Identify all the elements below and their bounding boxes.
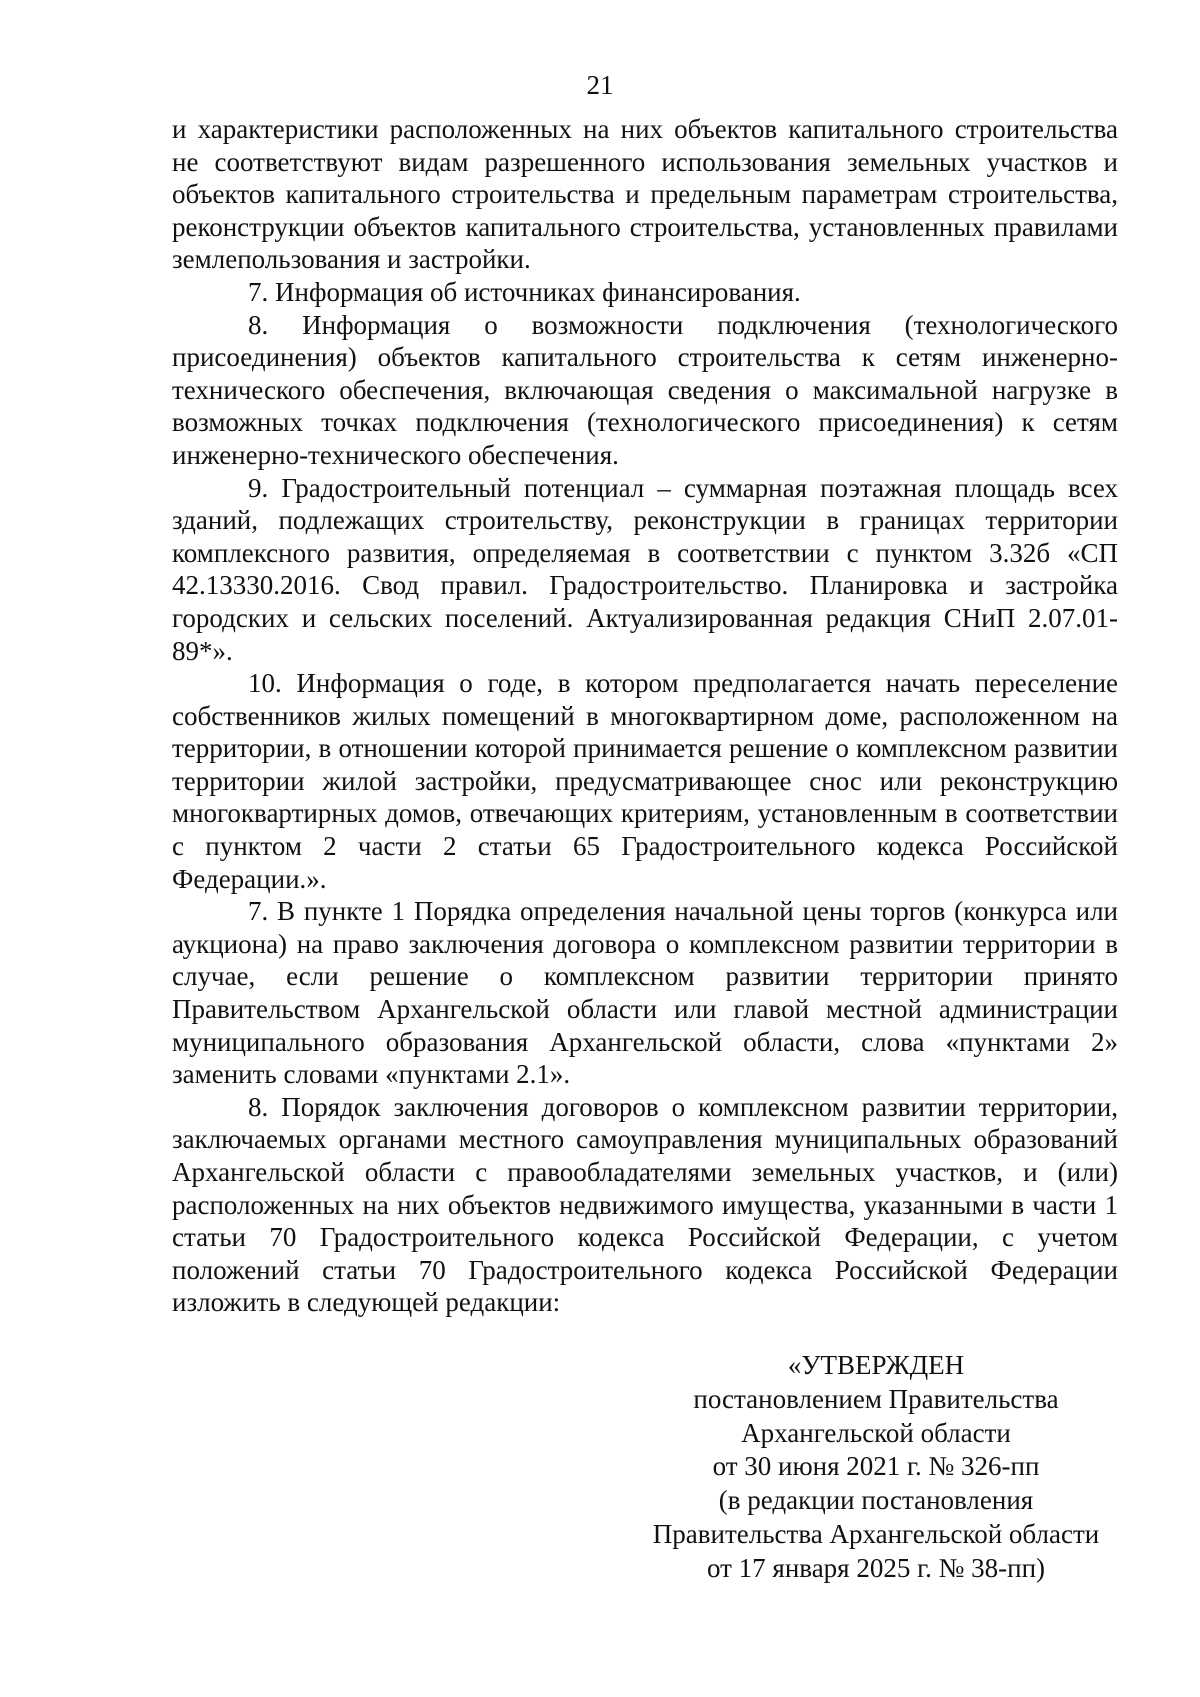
approval-block [636,1349,1116,1586]
paragraph-item-9-potential: 9. Градостроительный потенциал – суммарная поэтажная площадь всех зданий, подлежащих строительству, реконструкции в границах территории комплексного развития, определяемая в соответствии с пунктом 3.32б «СП 42.13330.2016. Свод правил. Градостроительство. Планировка и застройка городских и сельских поселений. Актуализированная редакция СНиП 2.07.01-89*». [172,472,1118,666]
approval-line: от 30 июня 2021 г. № 326-пп [712,1451,1040,1482]
approval-line: от 17 января 2025 г. № 38-пп) [706,1552,1046,1583]
paragraph-continuation: и характеристики расположенных на них объектов капитального строительства не соответствуют видам разрешенного использования земельных участков и объектов капитального строительства и предельным параметрам строительства, реконструкции объектов капитального строительства, установленных правилами землепользования и застройки. [172,114,1118,275]
paragraph-amendment-8: 8. Порядок заключения договоров о комплексном развитии территории, заключаемых органами местного самоуправления муниципальных образований Архангельской области с правообладателями земельных участков, и (или) расположенных на них объектов недвижимого имущества, указанными в части 1 статьи 70 Градостроительного кодекса Российской Федерации, с учетом положений статьи 70 Градостроительного кодекса Российской Федерации изложить в следующей редакции: [172,1091,1118,1318]
approval-line: Архангельской области [741,1417,1011,1448]
document-body [172,113,1118,1319]
approval-line: постановлением Правительства [693,1383,1059,1414]
page-number: 21 [586,70,614,100]
paragraph-item-8-connection: 8. Информация о возможности подключения (технологического присоединения) объектов капитального строительства к сетям инженерно-технического обеспечения, включающая сведения о максимальной нагрузке в возможных точках подключения (технологического присоединения) к сетям инженерно-технического обеспечения. [172,309,1118,470]
approval-line: «УТВЕРЖДЕН [787,1350,965,1380]
paragraph-amendment-7: 7. В пункте 1 Порядка определения начальной цены торгов (конкурса или аукциона) на право заключения договора о комплексном развитии территории в случае, если решение о комплексном развитии территории принято Правительством Архангельской области или главой местной администрации муниципального образования Архангельской области, слова «пунктами 2» заменить словами «пунктами 2.1». [172,896,1118,1090]
paragraph-item-10-resettlement: 10. Информация о годе, в котором предполагается начать переселение собственников жилых помещений в многоквартирном доме, расположенном на территории, в отношении которой принимается решение о комплексном развитии территории жилой застройки, предусматривающее снос или реконструкцию многоквартирных домов, отвечающих критериям, установленным в соответствии с пунктом 2 части 2 статьи 65 Градостроительного кодекса Российской Федерации.». [172,668,1118,894]
paragraph-item-7-financing: 7. Информация об источниках финансирования. [248,276,801,307]
approval-line: Правительства Архангельской области [652,1518,1100,1549]
approval-line: (в редакции постановления [718,1485,1034,1516]
